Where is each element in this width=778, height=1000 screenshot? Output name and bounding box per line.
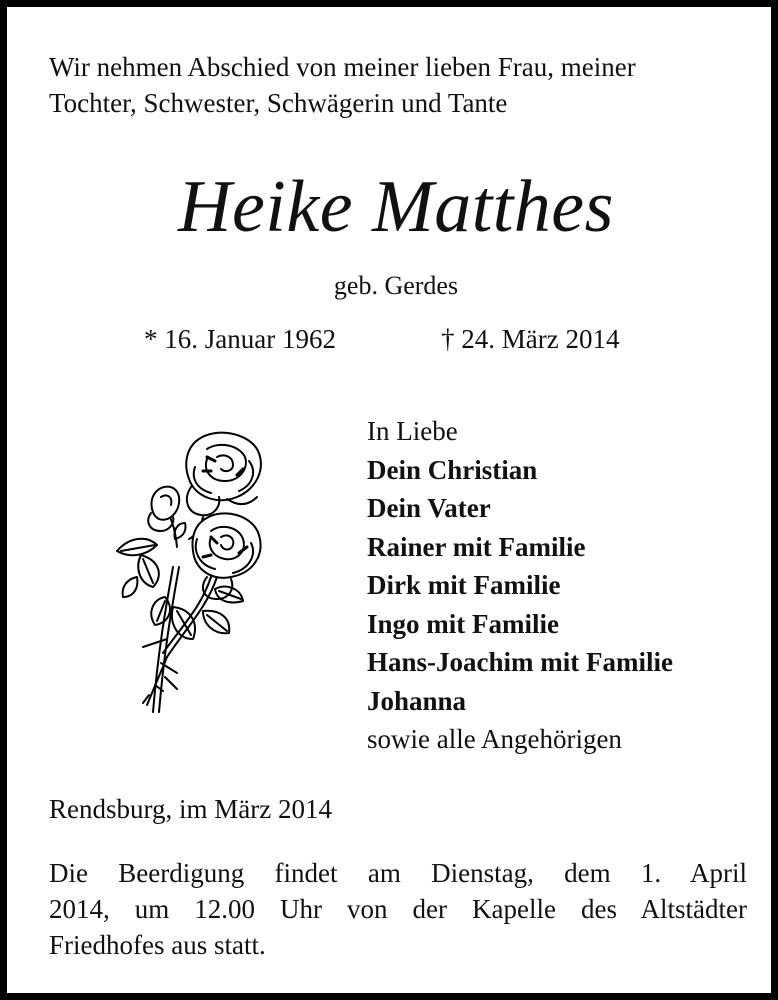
rose-bud (148, 487, 179, 531)
mourners-closing: sowie alle Angehörigen (367, 724, 622, 754)
funeral-info (49, 855, 747, 963)
place-and-date: Rendsburg, im März 2014 (49, 794, 332, 824)
mourners-list (367, 412, 767, 759)
mourner-name: Hans-Joachim mit Familie (367, 647, 673, 677)
intro-text (49, 49, 749, 121)
birth-date: * 16. Januar 1962 (144, 324, 336, 354)
intro-line-1: Wir nehmen Abschied von meiner lieben Frau, meiner (49, 52, 636, 82)
mourner-name: Johanna (367, 685, 467, 716)
mourner-name: Dein Christian (367, 454, 538, 485)
funeral-line-1: Die Beerdigung findet am Dienstag, dem 1. April (49, 858, 747, 888)
death-date: † 24. März 2014 (441, 324, 620, 354)
funeral-line-2: 2014, um 12.00 Uhr von der Kapelle des Altstädter (49, 894, 747, 924)
mourner-name: Dirk mit Familie (367, 570, 561, 600)
rose-icon (107, 427, 277, 722)
birth-name: geb. Gerdes (333, 271, 459, 300)
mourner-name: Dein Vater (367, 493, 491, 523)
deceased-name: Heike Matthes (178, 166, 614, 248)
mourner-name: Rainer mit Familie (367, 531, 586, 562)
intro-line-2: Tochter, Schwester, Schwägerin und Tante (49, 88, 508, 118)
mourners-opening: In Liebe (367, 416, 458, 446)
mourner-name: Ingo mit Familie (367, 608, 559, 639)
funeral-line-3: Friedhofes aus statt. (49, 930, 266, 960)
